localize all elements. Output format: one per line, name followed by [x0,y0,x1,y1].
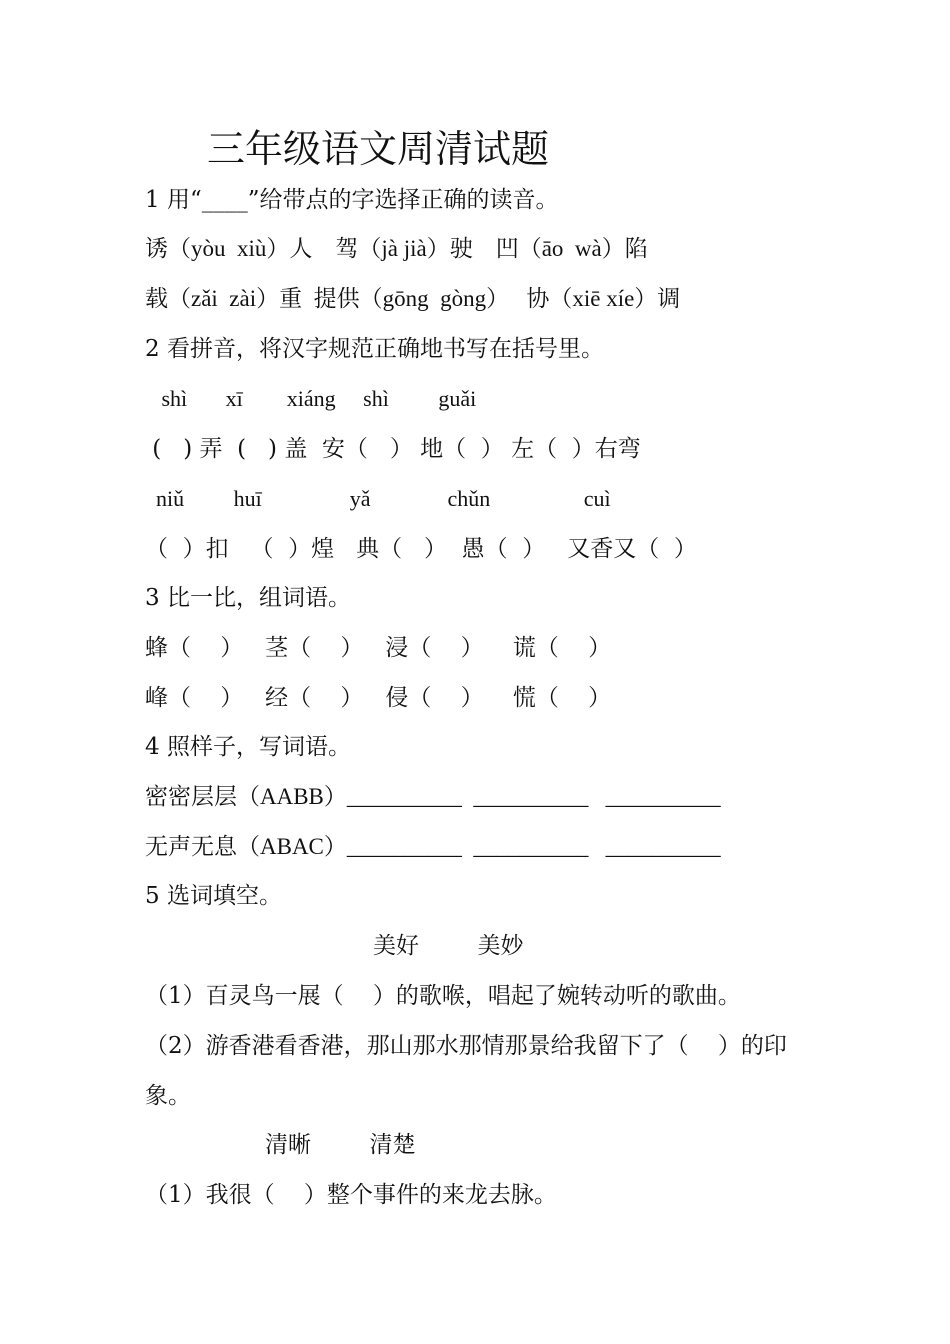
q2-pinyin-row-1: shì xī xiáng shì guǎi [145,386,477,411]
q5-word-options-1: 美好 美妙 [373,933,524,959]
q1-row-1: 诱（yòu xiù）人 驾（jà jià）驶 凹（āo wà）陷 [145,236,648,261]
q3-row-2: 峰（ ） 经（ ） 侵（ ） 慌（ ） [145,685,612,711]
q2-pinyin-row-2: niǔ huī yǎ chǔn cuì [145,486,611,511]
q5-sentence-1: （1）百灵鸟一展（ ）的歌喉，唱起了婉转动听的歌曲。 [145,983,741,1009]
q2-chars-row-1: ( ) 弄 ( ) 盖 安（ ） 地（ ） 左（ ）右弯 [145,436,641,462]
q5-word-options-2: 清晰 清楚 [265,1132,416,1158]
q1-heading: 1 用“____”给带点的字选择正确的读音。 [145,187,559,213]
q5-heading: 5 选词填空。 [145,883,282,909]
page-title: 三年级语文周清试题 [207,127,550,171]
q3-heading: 3 比一比，组词语。 [145,585,351,611]
q5-sentence-2-cont: 象。 [145,1083,191,1109]
q2-heading: 2 看拼音，将汉字规范正确地书写在括号里。 [145,336,604,362]
q5-sentence-3: （1）我很（ ）整个事件的来龙去脉。 [145,1182,557,1208]
q4-row-1: 密密层层（AABB）__________ __________ __________ [145,784,721,809]
q5-sentence-2: （2）游香港看香港，那山那水那情那景给我留下了（ ）的印 [145,1033,787,1059]
q2-chars-row-2: （ ）扣 （ ）煌 典（ ） 愚（ ） 又香又（ ） [145,536,697,562]
q1-row-2: 载（zǎi zài）重 提供（gōng gòng） 协（xiē xíe）调 [145,286,681,311]
q4-heading: 4 照样子，写词语。 [145,734,351,760]
q4-row-2: 无声无息（ABAC）__________ __________ __________ [145,834,721,859]
q3-row-1: 蜂（ ） 茎（ ） 浸（ ） 谎（ ） [145,635,612,661]
